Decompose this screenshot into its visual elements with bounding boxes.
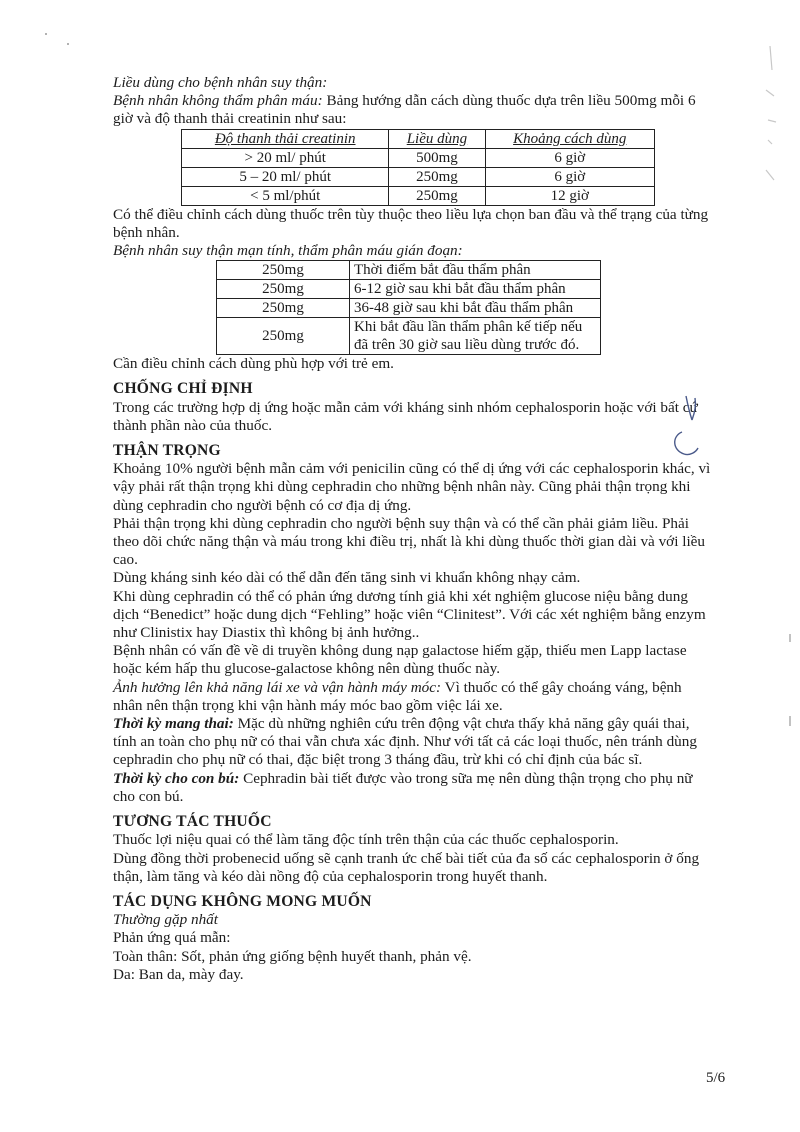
driving-paragraph <box>113 679 713 715</box>
table-cell: Khi bắt đầu lần thẩm phân kế tiếp nếu đã trên 30 giờ sau liều dùng trước đó. <box>350 318 601 355</box>
table-cell: 6 giờ <box>485 167 654 186</box>
pregnancy-paragraph <box>113 715 713 770</box>
table-row <box>217 261 601 280</box>
table-cell: 12 giờ <box>485 186 654 205</box>
col-header-dose: Liều dùng <box>389 129 485 148</box>
page-number: 5/6 <box>706 1070 726 1086</box>
children-paragraph: Cần điều chỉnh cách dùng phù hợp với trẻ em. <box>113 355 394 373</box>
interactions-paragraph-2: Dùng đồng thời probenecid uống sẽ cạnh tranh ức chế bài tiết của đa số các cephalosporin ở ống thận, làm tăng và kéo dài nồng độ của cephalosporin trong huyết thanh. <box>113 849 700 885</box>
scan-speck-icon <box>40 28 80 48</box>
table-cell: 250mg <box>217 299 350 318</box>
table-cell: 250mg <box>389 167 485 186</box>
pregnancy-label: Thời kỳ mang thai: <box>113 715 234 733</box>
table-header-row <box>182 129 655 148</box>
table-cell: 250mg <box>217 280 350 299</box>
lactation-text: Cephradin bài tiết được vào trong sữa mẹ nên dùng thận trọng cho phụ nữ cho con bú. <box>113 769 693 805</box>
table-cell: > 20 ml/ phút <box>182 148 389 167</box>
page-content <box>113 74 713 984</box>
margin-tick-icon <box>786 630 794 730</box>
contraindications-text: Trong các trường hợp dị ứng hoặc mẫn cảm với kháng sinh nhóm cephalosporin hoặc với bất cứ thành phần nào của thuốc. <box>113 398 698 434</box>
table-cell: < 5 ml/phút <box>182 186 389 205</box>
table-cell: 250mg <box>217 318 350 355</box>
renal-dosage-heading: Liều dùng cho bệnh nhân suy thận: <box>113 74 328 91</box>
most-common-label: Thường gặp nhất <box>113 911 218 929</box>
table-row <box>217 318 601 355</box>
adverse-line-1: Phản ứng quá mẫn: <box>113 929 231 947</box>
pregnancy-text: Mặc dù những nghiên cứu trên động vật chưa thấy khả năng gây quái thai, tính an toàn cho phụ nữ có thai vẫn chưa xác định. Như với tất cả các loại thuốc, nên tránh dùng cephradin cho phụ nữ có thai, đặc biệt trong 3 tháng đầu, trừ khi có chỉ định của bác sĩ. <box>113 715 697 769</box>
adverse-effects-heading: TÁC DỤNG KHÔNG MONG MUỐN <box>113 892 372 910</box>
table-row <box>182 186 655 205</box>
table-cell: 36-48 giờ sau khi bắt đầu thẩm phân <box>350 299 601 318</box>
lactation-paragraph <box>113 770 713 806</box>
table-cell: 6-12 giờ sau khi bắt đầu thẩm phân <box>350 280 601 299</box>
precaution-paragraph-5: Bệnh nhân có vấn đề về di truyền không dung nạp galactose hiếm gặp, thiếu men Lapp lactase hoặc kém hấp thu glucose-galactose không nên dùng thuốc này. <box>113 642 687 678</box>
driving-text: Vì thuốc có thể gây choáng váng, bệnh nhân nên thận trọng khi vận hành máy móc bao gồm việc lái xe. <box>113 678 682 714</box>
margin-annotation-icon <box>756 40 786 190</box>
table-cell: 5 – 20 ml/ phút <box>182 167 389 186</box>
nondialysis-text: Bảng hướng dẫn cách dùng thuốc dựa trên liều 500mg mỗi 6 giờ và độ thanh thải creatinin như sau: <box>113 92 696 128</box>
dialysis-dosage-table <box>216 260 601 355</box>
table-cell: 250mg <box>217 261 350 280</box>
table-row <box>182 167 655 186</box>
table-cell: Thời điểm bắt đầu thẩm phân <box>350 261 601 280</box>
table-row <box>217 299 601 318</box>
lactation-label: Thời kỳ cho con bú: <box>113 769 240 787</box>
precaution-paragraph-1: Khoảng 10% người bệnh mẫn cảm với penicilin cũng có thể dị ứng với các cephalosporin khác, vì vậy phải rất thận trọng khi dùng cephradin cho những bệnh nhân này. Cũng phải thận trọng khi dùng cephradin cho người bệnh có cơ địa dị ứng. <box>113 460 711 514</box>
chronic-dialysis-label: Bệnh nhân suy thận mạn tính, thẩm phân máu gián đoạn: <box>113 242 463 260</box>
precaution-paragraph-3: Dùng kháng sinh kéo dài có thể dẫn đến tăng sinh vi khuẩn không nhạy cảm. <box>113 569 581 587</box>
interactions-heading: TƯƠNG TÁC THUỐC <box>113 813 272 831</box>
table-cell: 500mg <box>389 148 485 167</box>
table-row <box>182 148 655 167</box>
precaution-paragraph-2: Phải thận trọng khi dùng cephradin cho người bệnh suy thận và có thể cần phải giảm liều. Phải theo dõi chức năng thận và máu trong khi điều trị, nhất là khi dùng thuốc thời gian dài và với liều cao. <box>113 514 706 569</box>
col-header-interval: Khoảng cách dùng <box>485 129 654 148</box>
adjust-paragraph: Có thể điều chỉnh cách dùng thuốc trên tùy thuộc theo liều lựa chọn ban đầu và thể trạng của từng bệnh nhân. <box>113 205 709 241</box>
creatinine-dosage-table <box>181 129 655 206</box>
table-cell: 250mg <box>389 186 485 205</box>
table-row <box>217 280 601 299</box>
col-header-creatinine: Độ thanh thải creatinin <box>182 129 389 148</box>
precautions-heading: THẬN TRỌNG <box>113 442 221 460</box>
nondialysis-label: Bệnh nhân không thẩm phân máu: <box>113 92 323 110</box>
interactions-paragraph-1: Thuốc lợi niệu quai có thể làm tăng độc tính trên thận của các thuốc cephalosporin. <box>113 831 619 849</box>
driving-label: Ảnh hưởng lên khả năng lái xe và vận hành máy móc: <box>113 678 442 696</box>
handwritten-check-mark-icon <box>664 392 720 464</box>
table-cell: 6 giờ <box>485 148 654 167</box>
adverse-line-3: Da: Ban da, mày đay. <box>113 965 244 983</box>
adverse-line-2: Toàn thân: Sốt, phản ứng giống bệnh huyết thanh, phản vệ. <box>113 947 472 965</box>
precaution-paragraph-4: Khi dùng cephradin có thể có phản ứng dương tính giả khi xét nghiệm glucose niệu bằng dung dịch “Benedict” hoặc dung dịch “Fehling” hoặc viên “Clinitest”. Với các xét nghiệm bằng enzym như Clinistix hay Diastix thì không bị ảnh hưởng.. <box>113 587 706 642</box>
contraindications-heading: CHỐNG CHỈ ĐỊNH <box>113 380 253 398</box>
nondialysis-paragraph <box>113 92 713 128</box>
